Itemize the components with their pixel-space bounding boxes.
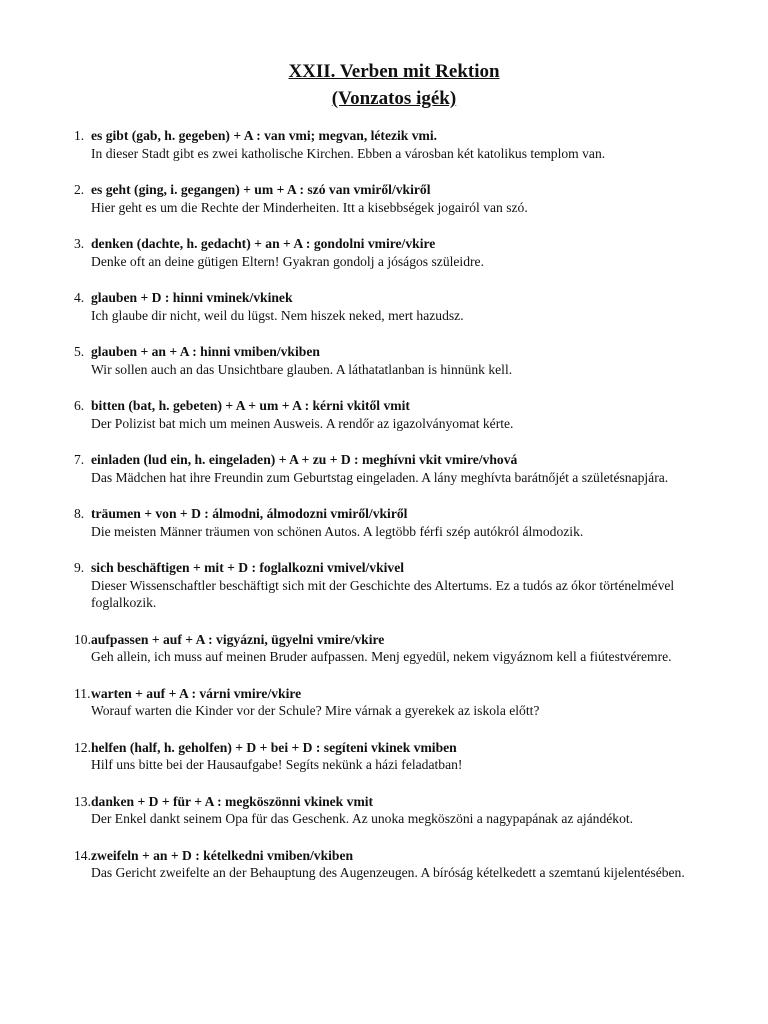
example-sentence: Hier geht es um die Rechte der Minderheiten. Itt a kisebbségek jogairól van szó. [91, 199, 528, 215]
list-item [74, 847, 714, 882]
item-number: 10. [74, 631, 91, 647]
list-item [74, 685, 714, 720]
example-sentence: Der Polizist bat mich um meinen Ausweis. A rendőr az igazolványomat kérte. [91, 415, 514, 431]
verb-heading: aufpassen + auf + A : vigyázni, ügyelni vmire/vkire [91, 631, 385, 647]
list-item [74, 235, 714, 270]
example-sentence: In dieser Stadt gibt es zwei katholische Kirchen. Ebben a városban két katolikus templom van. [91, 145, 606, 161]
list-item [74, 343, 714, 378]
verb-heading: bitten (bat, h. gebeten) + A + um + A : kérni vkitől vmit [91, 398, 410, 413]
verb-heading: es geht (ging, i. gegangen) + um + A : szó van vmiről/vkiről [91, 182, 431, 197]
example-sentence: Ich glaube dir nicht, weil du lügst. Nem hiszek neked, mert hazudsz. [91, 307, 464, 323]
list-item [74, 181, 714, 216]
item-number: 8. [74, 506, 85, 521]
item-number: 5. [74, 344, 85, 359]
verb-heading: glauben + an + A : hinni vmiben/vkiben [91, 344, 320, 359]
verb-heading: träumen + von + D : álmodni, álmodozni vmiről/vkiről [91, 506, 408, 521]
example-sentence: Worauf warten die Kinder vor der Schule? Mire várnak a gyerekek az iskola előtt? [91, 703, 540, 718]
example-sentence: Hilf uns bitte bei der Hausaufgabe! Segíts nekünk a házi feladatban! [91, 757, 463, 772]
verb-heading: es gibt (gab, h. gegeben) + A : van vmi; megvan, létezik vmi. [91, 128, 438, 143]
example-sentence: Dieser Wissenschaftler beschäftigt sich mit der Geschichte des Altertums. Ez a tudós az ókor történelmével foglalkozik. [91, 577, 675, 610]
item-number: 12. [74, 739, 91, 755]
page-subtitle: (Vonzatos igék) [331, 88, 457, 109]
page-title: XXII. Verben mit Rektion [288, 61, 500, 82]
list-item [74, 559, 714, 612]
verb-heading: helfen (half, h. geholfen) + D + bei + D : segíteni vkinek vmiben [91, 739, 457, 755]
item-number: 3. [74, 236, 85, 251]
item-number: 2. [74, 182, 85, 197]
example-sentence: Wir sollen auch an das Unsichtbare glauben. A láthatatlanban is hinnünk kell. [91, 361, 513, 377]
example-sentence: Das Gericht zweifelte an der Behauptung des Augenzeugen. A bíróság kételkedett a szemtanú kijelentésében. [91, 865, 685, 880]
example-sentence: Denke oft an deine gütigen Eltern! Gyakran gondolj a jóságos szüleidre. [91, 253, 484, 269]
list-item [74, 451, 714, 486]
verb-heading: warten + auf + A : várni vmire/vkire [91, 685, 302, 701]
list-item [74, 127, 714, 162]
example-sentence: Das Mädchen hat ihre Freundin zum Geburtstag eingeladen. A lány meghívta barátnőjét a születésnapjára. [91, 469, 669, 485]
item-number: 9. [74, 560, 85, 575]
list-item [74, 739, 714, 774]
item-number: 1. [74, 128, 85, 143]
list-item [74, 793, 714, 828]
example-sentence: Die meisten Männer träumen von schönen Autos. A legtöbb férfi szép autókról álmodozik. [91, 523, 584, 539]
item-number: 7. [74, 452, 85, 467]
verb-heading: sich beschäftigen + mit + D : foglalkozni vmivel/vkivel [91, 560, 405, 575]
verb-heading: danken + D + für + A : megköszönni vkinek vmit [91, 793, 374, 809]
verb-heading: denken (dachte, h. gedacht) + an + A : gondolni vmire/vkire [91, 236, 436, 251]
list-item [74, 631, 714, 666]
item-number: 6. [74, 398, 85, 413]
item-number: 4. [74, 290, 85, 305]
verb-heading: zweifeln + an + D : kételkedni vmiben/vkiben [91, 847, 354, 863]
item-number: 13. [74, 793, 91, 809]
list-item [74, 505, 714, 540]
example-sentence: Geh allein, ich muss auf meinen Bruder aufpassen. Menj egyedül, nekem vigyáznom kell a fiútestvéremre. [91, 649, 672, 664]
example-sentence: Der Enkel dankt seinem Opa für das Geschenk. Az unoka megköszöni a nagypapának az ajándékot. [91, 811, 634, 826]
item-number: 11. [74, 685, 91, 701]
list-item [74, 397, 714, 432]
item-number: 14. [74, 847, 91, 863]
verb-heading: glauben + D : hinni vminek/vkinek [91, 290, 293, 305]
verb-heading: einladen (lud ein, h. eingeladen) + A + zu + D : meghívni vkit vmire/vhová [91, 452, 518, 467]
verb-list [74, 127, 714, 882]
list-item [74, 289, 714, 324]
